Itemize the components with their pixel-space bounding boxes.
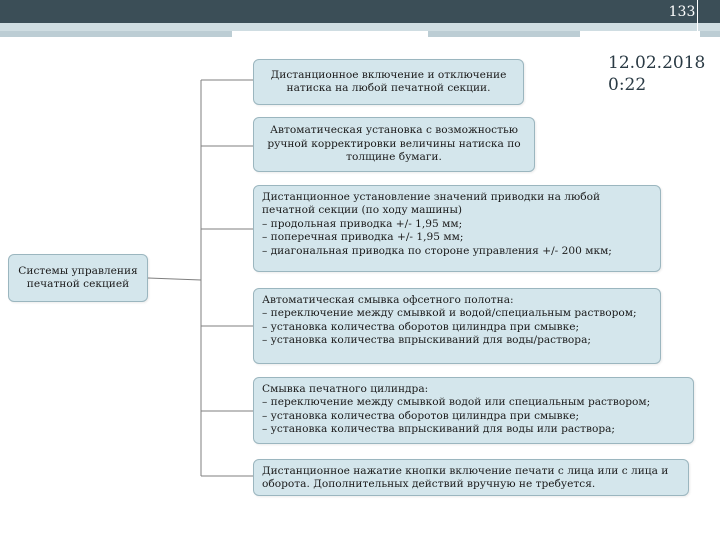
- node-line: – установка количества оборотов цилиндра при смывке;: [262, 409, 580, 422]
- root-node-line: Системы управления: [18, 264, 138, 277]
- node-line: – переключение между смывкой и водой/специальным раствором;: [262, 307, 637, 320]
- node-line: Автоматическая установка с возможностью: [270, 124, 518, 137]
- node-line: – диагональная приводка по стороне управления +/- 200 мкм;: [262, 244, 612, 257]
- node-line: Дистанционное включение и отключение: [270, 68, 507, 81]
- node-remote-register: [253, 185, 661, 272]
- node-line: – переключение между смывкой водой или специальным раствором;: [262, 396, 651, 409]
- node-line: – установка количества впрыскиваний для воды или раствора;: [262, 423, 615, 436]
- root-node-line: печатной секцией: [26, 278, 130, 290]
- date: 12.02.2018: [608, 53, 706, 73]
- node-line: – поперечная приводка +/- 1,95 мм;: [262, 231, 464, 244]
- node-auto-impression-setting: [253, 117, 535, 172]
- node-line: – установка количества оборотов цилиндра при смывке;: [262, 320, 580, 333]
- node-blanket-wash: [253, 288, 661, 364]
- node-line: Автоматическая смывка офсетного полотна:: [262, 294, 514, 306]
- node-line: печатной секции (по ходу машины): [262, 204, 463, 217]
- node-line: Дистанционное нажатие кнопки включение печати с лица или с лица и: [262, 465, 669, 477]
- node-line: ручной корректировки величины натиска по: [267, 137, 521, 150]
- node-impression-cylinder-wash: [253, 377, 694, 444]
- node-print-start: [253, 459, 689, 496]
- node-remote-impression: [253, 59, 524, 105]
- node-line: оборота. Дополнительных действий вручную не требуется.: [262, 478, 596, 491]
- page-number: 133: [668, 4, 696, 20]
- connector-root: [148, 278, 201, 280]
- node-line: – продольная приводка +/- 1,95 мм;: [262, 217, 463, 230]
- root-node: [8, 254, 148, 302]
- node-line: – установка количества впрыскиваний для воды/раствора;: [262, 334, 591, 347]
- node-line: Дистанционное установление значений приводки на любой: [262, 191, 601, 203]
- node-line: толщине бумаги.: [346, 151, 442, 164]
- time: 0:22: [608, 75, 647, 95]
- node-line: натиска на любой печатной секции.: [286, 82, 491, 94]
- node-line: Смывка печатного цилиндра:: [262, 383, 429, 395]
